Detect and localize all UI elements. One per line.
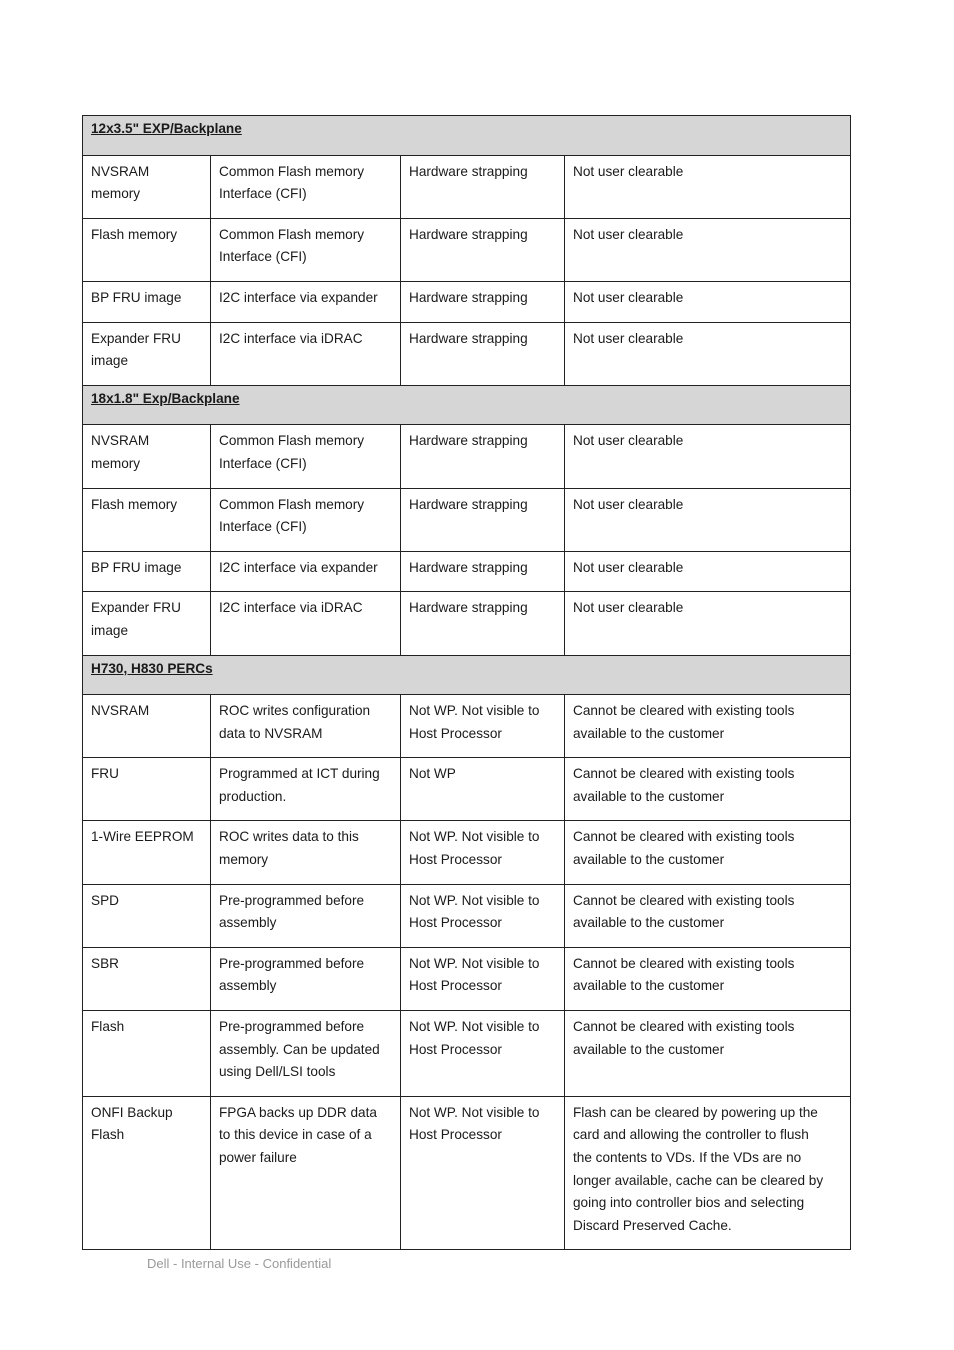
table-row — [83, 592, 851, 655]
memory-type-cell: NVSRAM memory — [83, 155, 211, 218]
memory-type-cell: 1-Wire EEPROM — [83, 821, 211, 884]
write-protect-cell: Not WP. Not visible to Host Processor — [401, 1096, 565, 1250]
clearing-method-cell: Cannot be cleared with existing tools available to the customer — [565, 695, 851, 758]
clearing-method-cell: Cannot be cleared with existing tools available to the customer — [565, 821, 851, 884]
interface-cell: FPGA backs up DDR data to this device in case of a power failure — [211, 1096, 401, 1250]
interface-cell: Pre-programmed before assembly. Can be updated using Dell/LSI tools — [211, 1011, 401, 1097]
section-header-row — [83, 385, 851, 425]
interface-cell: I2C interface via expander — [211, 551, 401, 592]
memory-type-cell: FRU — [83, 758, 211, 821]
write-protect-cell: Not WP. Not visible to Host Processor — [401, 1011, 565, 1097]
interface-cell: Common Flash memory Interface (CFI) — [211, 425, 401, 488]
write-protect-cell: Hardware strapping — [401, 425, 565, 488]
section-header-row — [83, 655, 851, 695]
clearing-method-cell: Not user clearable — [565, 425, 851, 488]
write-protect-cell: Not WP. Not visible to Host Processor — [401, 947, 565, 1010]
clearing-method-cell: Cannot be cleared with existing tools available to the customer — [565, 884, 851, 947]
table-row — [83, 758, 851, 821]
interface-cell: I2C interface via expander — [211, 281, 401, 322]
write-protect-cell: Not WP. Not visible to Host Processor — [401, 884, 565, 947]
write-protect-cell: Not WP. Not visible to Host Processor — [401, 821, 565, 884]
table-row — [83, 695, 851, 758]
table-row — [83, 821, 851, 884]
memory-type-cell: Expander FRU image — [83, 322, 211, 385]
clearing-method-cell: Cannot be cleared with existing tools available to the customer — [565, 1011, 851, 1097]
interface-cell: Common Flash memory Interface (CFI) — [211, 218, 401, 281]
clearing-method-cell: Cannot be cleared with existing tools available to the customer — [565, 947, 851, 1010]
table-row — [83, 218, 851, 281]
write-protect-cell: Hardware strapping — [401, 155, 565, 218]
section-header-row — [83, 116, 851, 156]
interface-cell: I2C interface via iDRAC — [211, 322, 401, 385]
clearing-method-cell: Not user clearable — [565, 551, 851, 592]
write-protect-cell: Hardware strapping — [401, 551, 565, 592]
interface-cell: I2C interface via iDRAC — [211, 592, 401, 655]
interface-cell: Programmed at ICT during production. — [211, 758, 401, 821]
clearing-method-cell: Not user clearable — [565, 218, 851, 281]
write-protect-cell: Hardware strapping — [401, 592, 565, 655]
clearing-method-cell: Flash can be cleared by powering up the card and allowing the controller to flush the contents to VDs. If the VDs are no longer available, cache can be cleared by going into controller bios and selecting Discard Preserved Cache. — [565, 1096, 851, 1250]
interface-cell: Common Flash memory Interface (CFI) — [211, 488, 401, 551]
table-row — [83, 322, 851, 385]
write-protect-cell: Hardware strapping — [401, 218, 565, 281]
clearing-method-cell: Not user clearable — [565, 281, 851, 322]
clearing-method-cell: Not user clearable — [565, 155, 851, 218]
memory-type-cell: Expander FRU image — [83, 592, 211, 655]
memory-type-cell: BP FRU image — [83, 551, 211, 592]
table-row — [83, 155, 851, 218]
memory-type-cell: NVSRAM — [83, 695, 211, 758]
clearing-method-cell: Cannot be cleared with existing tools available to the customer — [565, 758, 851, 821]
table-row — [83, 551, 851, 592]
write-protect-cell: Hardware strapping — [401, 322, 565, 385]
clearing-method-cell: Not user clearable — [565, 322, 851, 385]
memory-type-cell: Flash memory — [83, 218, 211, 281]
interface-cell: Pre-programmed before assembly — [211, 884, 401, 947]
write-protect-cell: Not WP — [401, 758, 565, 821]
memory-type-cell: ONFI Backup Flash — [83, 1096, 211, 1250]
interface-cell: ROC writes data to this memory — [211, 821, 401, 884]
confidentiality-footer: Dell - Internal Use - Confidential — [147, 1256, 332, 1271]
memory-table — [82, 115, 851, 1250]
table-row — [83, 425, 851, 488]
table-row — [83, 488, 851, 551]
table-body — [83, 116, 851, 1250]
write-protect-cell: Not WP. Not visible to Host Processor — [401, 695, 565, 758]
memory-type-cell: Flash memory — [83, 488, 211, 551]
interface-cell: Pre-programmed before assembly — [211, 947, 401, 1010]
table-row — [83, 884, 851, 947]
section-title: H730, H830 PERCs — [83, 655, 851, 695]
table-row — [83, 1011, 851, 1097]
table-row — [83, 1096, 851, 1250]
memory-type-cell: SBR — [83, 947, 211, 1010]
clearing-method-cell: Not user clearable — [565, 592, 851, 655]
write-protect-cell: Hardware strapping — [401, 281, 565, 322]
interface-cell: Common Flash memory Interface (CFI) — [211, 155, 401, 218]
clearing-method-cell: Not user clearable — [565, 488, 851, 551]
memory-type-cell: SPD — [83, 884, 211, 947]
interface-cell: ROC writes configuration data to NVSRAM — [211, 695, 401, 758]
memory-type-cell: NVSRAM memory — [83, 425, 211, 488]
section-title: 18x1.8" Exp/Backplane — [83, 385, 851, 425]
write-protect-cell: Hardware strapping — [401, 488, 565, 551]
memory-type-cell: BP FRU image — [83, 281, 211, 322]
memory-type-cell: Flash — [83, 1011, 211, 1097]
table-row — [83, 947, 851, 1010]
table-row — [83, 281, 851, 322]
section-title: 12x3.5" EXP/Backplane — [83, 116, 851, 156]
